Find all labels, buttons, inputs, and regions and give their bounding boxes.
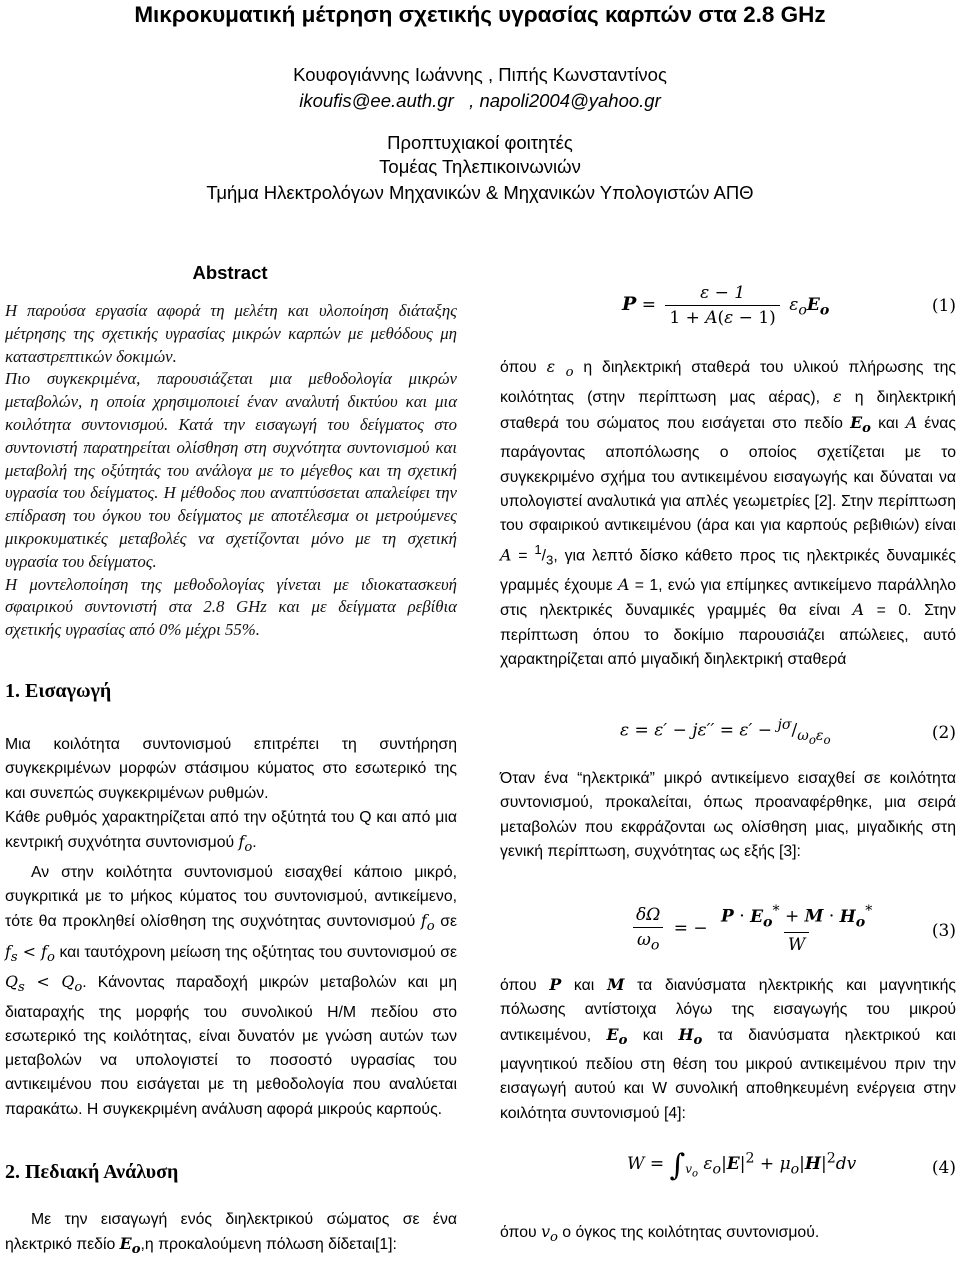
- paper-title: Μικροκυματική μέτρηση σχετικής υγρασίας καρπών στα 2.8 GHz: [134, 2, 826, 27]
- section-1-paragraph-3-text-c: και ταυτόχρονη μείωση της οξύτητας του συντονισμού σε: [54, 943, 457, 961]
- right-p4-text-b: ο όγκος της κοιλότητας συντονισμού.: [557, 1224, 820, 1241]
- author-emails: [0, 90, 960, 112]
- right-p3-text-b: και: [561, 977, 607, 994]
- right-p1-text-g: , ενώ για επίμηκες αντικείμενο παράλληλο στις ηλεκτρικές δυναμικές γραμμές θα είναι: [500, 577, 956, 620]
- right-p1-text-a: όπου: [500, 359, 547, 376]
- equation-3: $\frac{\delta\Omega}{\omega_o}$ = − $\frac{P \cdot E_o^* + M \cdot H_o^*}{W}$: [628, 903, 880, 955]
- right-paragraph-4: όπου $v_o$ ο όγκος της κοιλότητας συντονισμού.: [500, 1222, 820, 1246]
- section-1-paragraph-3: Αν στην κοιλότητα συντονισμού εισαχθεί κάποιο μικρό, συγκριτικά με το μήκος κύματος του συντονισμού, αντικείμενο, τότε θα προκληθεί ολίσθηση της συχνότητας συντονισμού $f_o$ σε $f_s < f_o$ και ταυτόχρονη μείωση της οξύτητας του συντονισμού σε $Q_s < Q_o$. Κάνοντας παραδοχή μικρών μεταβολών και μη διαταραχής της μορφής του συνολικού Η/Μ πεδίου στο εσωτερικό της κοιλότητας, είναι δυνατόν με γνώση αυτών των μεταβολών να υπολογιστεί το ποσοστό υγρασίας του αντικειμένου που εισάγεται με τη μεθοδολογία που αναλύεται παρακάτω. Η συγκεκριμένη ανάλυση αφορά μικρούς καρπούς.: [5, 863, 457, 1118]
- right-paragraph-1: όπου ε $_o$ η διηλεκτρική σταθερά του υλικού πλήρωσης της κοιλότητας (στην περίπτωση μας αέρας), ε η διηλεκτρική σταθερά του σώματος που εισάγεται στο πεδίο $E_o$ και A ένας παράγοντας αποπόλωσης ο οποίος σχετίζεται με το συγκεκριμένο σχήμα του αντικειμένου εισαγωγής και δύναται να υπολογιστεί αναλυτικά για απλές γεωμετρίες [2]. Στην περίπτωση του σφαιρικού αντικειμένου (άρα και για καρπούς ρεβιθιών) είναι $A = ^1/_3$, για λεπτό δίσκο κάθετο προς τις ηλεκτρικές δυναμικές γραμμές έχουμε A = 1, ενώ για επίμηκες αντικείμενο παράλληλο στις ηλεκτρικές δυναμικές γραμμές θα είναι A = 0. Στην περίπτωση όπου το δοκίμιο παρουσιάζει απώλειες, αυτό χαρακτηρίζεται από μιγαδική διηλεκτρική σταθερά: [500, 357, 956, 668]
- equation-4-number: (4): [931, 1158, 956, 1178]
- section-1-paragraph-1: Μια κοιλότητα συντονισμού επιτρέπει τη συντήρηση συγκεκριμένων μορφών στάσιμου κύματος στο εσωτερικό της και συνεπώς συγκεκριμένων ρυθμών.: [5, 736, 457, 802]
- right-p3-text-e: τα διανύσματα ηλεκτρικού και μαγνητικού πεδίου στη θέση του μικρού αντικειμένου πριν την εισαγωγή αυτού και W συνολική αποθηκευμένη ενέργεια στην κοιλότητα συντονισμού [4]:: [500, 1026, 956, 1122]
- equation-2: $\varepsilon = \varepsilon' - j\varepsilon'' = \varepsilon' - ^{j\sigma}/_{\omega_o\varepsilon_o}$: [620, 717, 831, 747]
- affiliation-school: Τμήμα Ηλεκτρολόγων Μηχανικών & Μηχανικών Υπολογιστών ΑΠΘ: [206, 182, 754, 203]
- abstract-paragraph-3: Η μοντελοποίηση της μεθοδολογίας γίνεται με ιδιοκατασκευή σφαιρικού συντονιστή στα 2.8 GHz και με δείγματα ρεβίθια σχετικής υγρασίας από 0% μέχρι 55%.: [5, 574, 457, 640]
- section-1-paragraph-2: Κάθε ρυθμός χαρακτηρίζεται από την οξύτητά του Q και από μια κεντρική συχνότητα συντονισμού $f_o$.: [5, 808, 457, 856]
- right-p1-text-c: η διηλεκτρική σταθερά του σώματος που εισάγεται στο πεδίο: [500, 389, 956, 432]
- section-1-body: [5, 733, 457, 1122]
- equation-1-number: (1): [931, 296, 956, 316]
- abstract-paragraph-1: Η παρούσα εργασία αφορά τη μελέτη και υλοποίηση διάταξης μέτρησης της σχετικής υγρασίας μικρών καρπών με μεθόδους μη καταστρεπτικών δοκιμών.: [5, 301, 457, 366]
- section-2-heading: 2. Πεδιακή Ανάλυση: [5, 1161, 179, 1183]
- equation-3-number: (3): [931, 921, 956, 941]
- email-2: , napoli2004@yahoo.gr: [469, 90, 661, 111]
- section-1-paragraph-3-text-b: σε: [434, 913, 457, 931]
- right-p3-text-d: και: [627, 1026, 679, 1044]
- section-1-paragraph-3-text-d: . Κάνοντας παραδοχή μικρών μεταβολών και μη διαταραχής της μορφής του συνολικού Η/Μ πεδίου στο εσωτερικό της κοιλότητας, είναι δυνατόν με γνώση αυτών των μεταβολών να υπολογιστεί το ποσοστό υγρασίας του αντικειμένου που εισάγεται με τη μεθοδολογία που αναλύεται παρακάτω. Η συγκεκριμένη ανάλυση αφορά μικρούς καρπούς.: [5, 974, 457, 1118]
- right-p1-text-e: ένας παράγοντας αποπόλωσης ο οποίος σχετίζεται με το συγκεκριμένο σχήμα του αντικειμένου εισαγωγής και δύναται να υπολογιστεί αναλυτικά για απλές γεωμετρίες [2]. Στην περίπτωση του σφαιρικού αντικειμένου (άρα και για καρπούς ρεβιθιών) είναι: [500, 414, 956, 535]
- right-p1-text-f: , για λεπτό δίσκο κάθετο προς τις ηλεκτρικές δυναμικές γραμμές έχουμε: [500, 547, 956, 595]
- equation-2-number: (2): [931, 723, 956, 743]
- section-2-paragraph-1-text-b: ,η προκαλούμενη πόλωση δίδεται[1]:: [140, 1236, 397, 1254]
- abstract-paragraph-2: Πιο συγκεκριμένα, παρουσιάζεται μια μεθοδολογία μικρών μεταβολών, η οποία χρησιμοποιεί έναν αναλυτή δικτύου και μια κοιλότητα συντονισμού. Κατά την εισαγωγή του δείγματος στο συντονιστή παρατηρείται ολίσθηση στη συχνότητα συντονισμού και μεταβολή της οξύτητάς του ανάλογα με το μέγεθος και τη σχετική υγρασία του δείγματος. Η μέθοδος που αναπτύσσεται απαλείφει την επίδραση του όγκου του δείγματος με αποτέλεσμα οι μετρούμενες μικροκυματικές μεταβολές να σχετίζονται μόνο με τη σχετική υγρασία του δείγματος.: [5, 369, 457, 571]
- affiliation-department: Τομέας Τηλεπικοινωνιών: [379, 156, 581, 177]
- right-p1-text-b: η διηλεκτρική σταθερά του υλικού πλήρωσης της κοιλότητας (στην περίπτωση μας αέρας),: [500, 359, 956, 407]
- section-1-paragraph-3-text-a: Αν στην κοιλότητα συντονισμού εισαχθεί κάποιο μικρό, συγκριτικά με το μήκος κύματος του συντονισμού, αντικείμενο, τότε θα προκληθεί ολίσθηση της συχνότητας συντονισμού: [5, 863, 457, 931]
- right-p1-text-d: και: [870, 414, 906, 432]
- section-1-heading: 1. Εισαγωγή: [5, 680, 112, 702]
- authors: Κουφογιάννης Ιωάννης , Πιπής Κωνσταντίνος: [293, 64, 667, 85]
- right-paragraph-2: [500, 767, 956, 864]
- section-2-paragraph-1-text-a: Με την εισαγωγή ενός διηλεκτρικού σώματος σε ένα ηλεκτρικό πεδίο: [5, 1211, 457, 1254]
- right-p3-text-c: τα διανύσματα ηλεκτρικής και μαγνητικής πόλωσης αντίστοιχα λόγω της εισαγωγής του μικρού αντικειμένου,: [500, 977, 956, 1044]
- affiliation-status: Προπτυχιακοί φοιτητές: [387, 132, 573, 153]
- equation-1: P = $\frac{\varepsilon - 1}{1 + A(\varepsilon - 1)}$ $\varepsilon_oE_o$: [622, 283, 830, 328]
- section-1-paragraph-2-text: Κάθε ρυθμός χαρακτηρίζεται από την οξύτητά του Q και από μια κεντρική συχνότητα συντονισμού: [5, 808, 457, 852]
- email-1: ikoufis@ee.auth.gr: [299, 90, 454, 111]
- right-p1-text-h: . Στην περίπτωση όπου το δοκίμιο παρουσιάζει απώλειες, αυτό χαρακτηρίζεται από μιγαδική διηλεκτρική σταθερά: [500, 602, 956, 668]
- abstract-body: [5, 300, 457, 642]
- section-2-paragraph-1: Με την εισαγωγή ενός διηλεκτρικού σώματος σε ένα ηλεκτρικό πεδίο $E_o,\eta$ προκαλούμενη πόλωση δίδεται[1]:: [5, 1211, 457, 1258]
- equation-4: $W = \int_{v_o}$ $\varepsilon_o|E|^2 + \mu_o|H|^2dv$: [627, 1148, 857, 1183]
- right-p2-text: Όταν ένα “ηλεκτρικά” μικρό αντικείμενο εισαχθεί σε κοιλότητα συντονισμού, προκαλείται, όπως προαναφέρθηκε, μια σειρά μεταβολών που εκφράζονται ως ολίσθηση μιας, μιγαδικής στη γενική περίπτωση, συχνότητας ως εξής [3]:: [500, 770, 956, 860]
- right-p3-text-a: όπου: [500, 977, 550, 994]
- right-p4-text-a: όπου: [500, 1224, 542, 1241]
- right-paragraph-3: όπου P και M τα διανύσματα ηλεκτρικής και μαγνητικής πόλωσης αντίστοιχα λόγω της εισαγωγής του μικρού αντικειμένου, $E_o$ και $H_o$ τα διανύσματα ηλεκτρικού και μαγνητικού πεδίου στη θέση του μικρού αντικειμένου πριν την εισαγωγή αυτού και W συνολική αποθηκευμένη ενέργεια στην κοιλότητα συντονισμού [4]:: [500, 975, 956, 1122]
- section-2-body: [5, 1208, 457, 1263]
- abstract-heading: Abstract: [192, 262, 268, 283]
